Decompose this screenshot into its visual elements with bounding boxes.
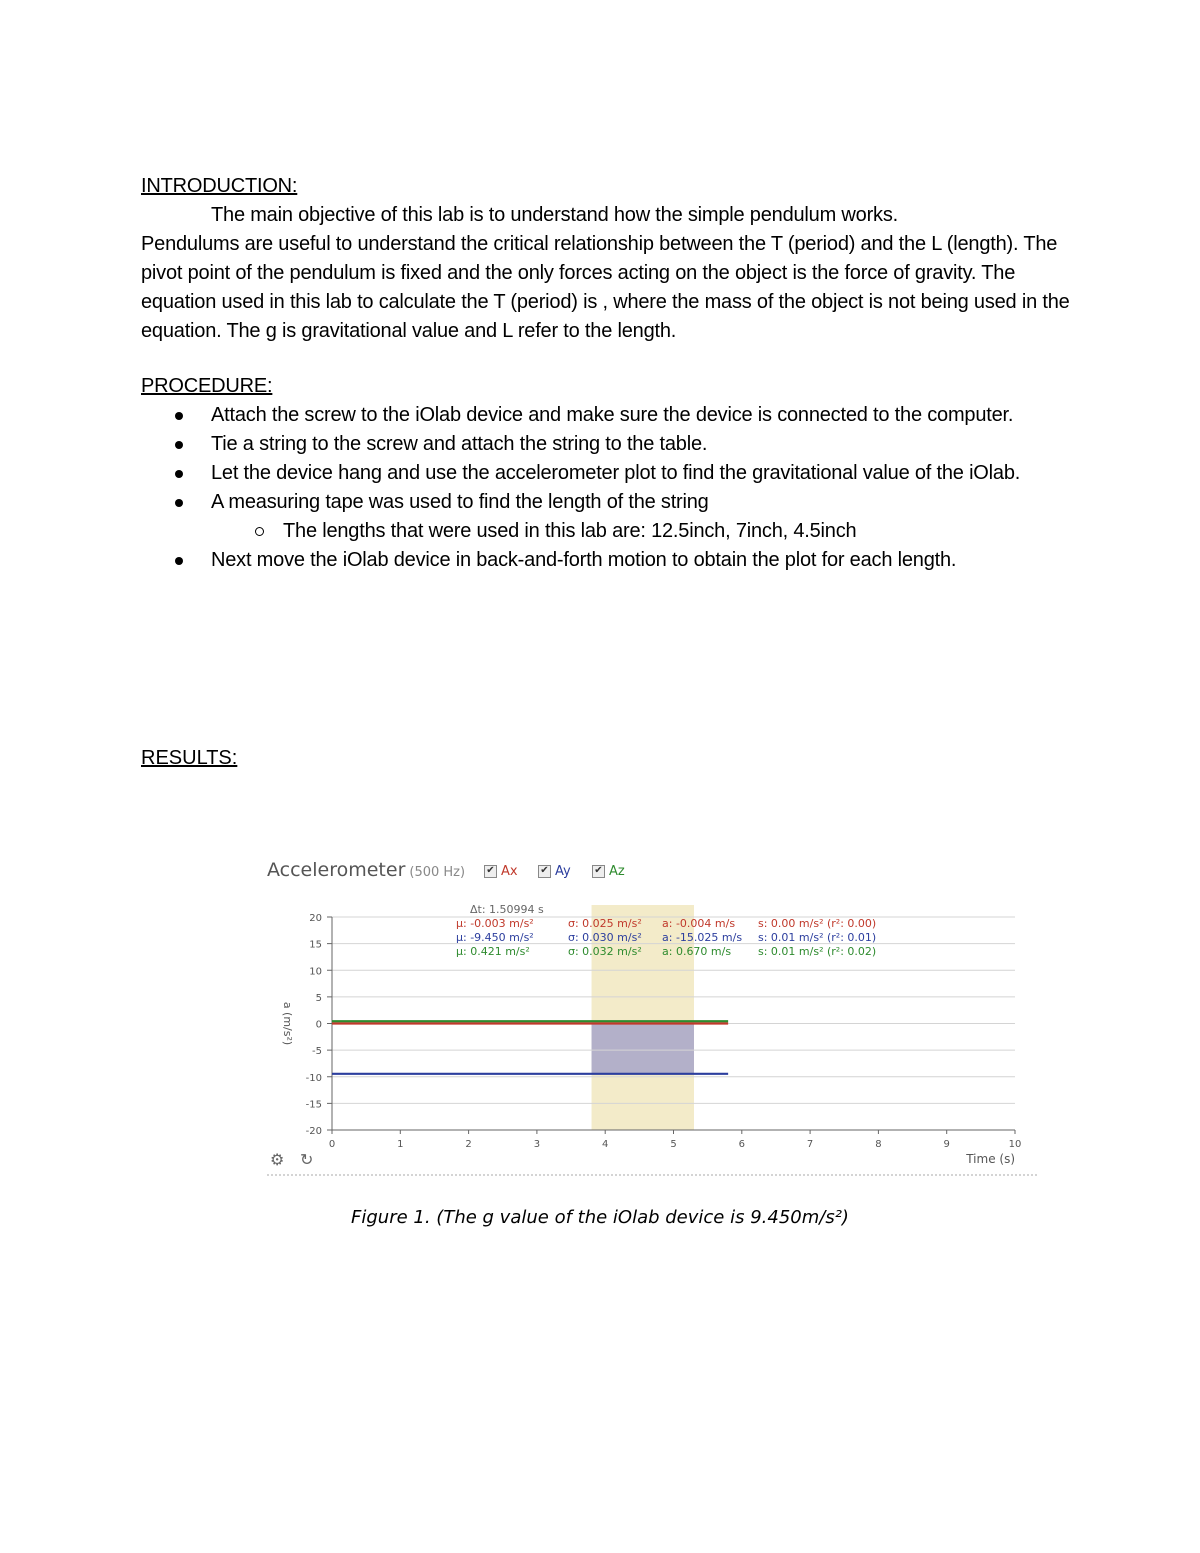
x-tick-label: 2 bbox=[465, 1139, 472, 1150]
y-tick-label: -15 bbox=[305, 1099, 322, 1111]
checkbox-icon[interactable]: ✔ bbox=[592, 865, 605, 878]
delta-t-label: Δt: 1.50994 s bbox=[470, 903, 544, 916]
x-tick-label: 5 bbox=[670, 1139, 677, 1150]
stat-label: s: 0.00 m/s² (r²: 0.00) bbox=[758, 917, 877, 930]
stat-label: a: -15.025 m/s bbox=[662, 931, 743, 944]
stat-label: µ: 0.421 m/s² bbox=[456, 945, 530, 958]
stat-label: a: 0.670 m/s bbox=[662, 945, 732, 958]
y-tick-label: -5 bbox=[312, 1046, 322, 1058]
list-item: Tie a string to the screw and attach the string to the table. bbox=[141, 430, 1071, 459]
stat-label: σ: 0.032 m/s² bbox=[568, 945, 642, 958]
y-axis-label: a (m/s²) bbox=[281, 1001, 294, 1046]
circle-bullet-icon bbox=[255, 527, 264, 536]
gear-icon: ⚙ bbox=[270, 1150, 285, 1169]
sub-list-item: The lengths that were used in this lab are: 12.5inch, 7inch, 4.5inch bbox=[211, 517, 1071, 546]
introduction-paragraph bbox=[141, 201, 1071, 346]
x-axis-label: Time (s) bbox=[966, 1152, 1015, 1166]
intro-rest: Pendulums are useful to understand the critical relationship between the T (period) and the L (length). The pivot point of the pendulum is fixed and the only forces acting on the object is the force of gravity. The equation used in this lab to calculate the T (period) is , where the mass of the object is not being used in the equation. The g is gravitational value and L refer to the length. bbox=[141, 233, 1070, 342]
list-item: Attach the screw to the iOlab device and make sure the device is connected to the computer. bbox=[141, 401, 1071, 430]
x-tick-label: 3 bbox=[533, 1139, 541, 1150]
plot-area[interactable] bbox=[262, 855, 1042, 1180]
stat-label: µ: -9.450 m/s² bbox=[456, 931, 534, 944]
list-item: Let the device hang and use the accelerometer plot to find the gravitational value of the iOlab. bbox=[141, 459, 1071, 488]
sub-list bbox=[211, 517, 1071, 546]
bullet-icon bbox=[175, 557, 183, 565]
y-tick-label: 0 bbox=[315, 1019, 322, 1031]
bullet-icon bbox=[175, 441, 183, 449]
stat-label: s: 0.01 m/s² (r²: 0.02) bbox=[758, 945, 877, 958]
stat-label: a: -0.004 m/s bbox=[662, 917, 736, 930]
figure-caption: Figure 1. (The g value of the iOlab device is 9.450m/s²) bbox=[351, 1207, 849, 1228]
legend-ax[interactable]: ✔ Ax bbox=[484, 864, 518, 879]
y-tick-label: 20 bbox=[309, 913, 322, 924]
x-tick-label: 0 bbox=[328, 1139, 336, 1150]
list-item: A measuring tape was used to find the length of the string The lengths that were used in this lab are: 12.5inch, 7inch, 4.5inch bbox=[141, 488, 1071, 546]
x-tick-label: 7 bbox=[806, 1139, 814, 1150]
x-tick-label: 9 bbox=[943, 1139, 950, 1150]
checkbox-icon[interactable]: ✔ bbox=[538, 865, 551, 878]
intro-first-line: The main objective of this lab is to understand how the simple pendulum works. bbox=[211, 204, 898, 226]
chart-title: Accelerometer (500 Hz) bbox=[267, 859, 466, 881]
checkbox-icon[interactable]: ✔ bbox=[484, 865, 497, 878]
stat-label: s: 0.01 m/s² (r²: 0.01) bbox=[758, 931, 877, 944]
procedure-heading: PROCEDURE: bbox=[141, 375, 273, 397]
refresh-icon: ↻ bbox=[300, 1150, 314, 1169]
stat-label: σ: 0.030 m/s² bbox=[568, 931, 642, 944]
stat-label: µ: -0.003 m/s² bbox=[456, 917, 534, 930]
sample-rate: (500 Hz) bbox=[409, 865, 466, 880]
x-tick-label: 1 bbox=[397, 1139, 404, 1150]
x-tick-label: 10 bbox=[1008, 1139, 1022, 1150]
list-item: Next move the iOlab device in back-and-forth motion to obtain the plot for each length. bbox=[141, 546, 1071, 575]
legend-ay[interactable]: ✔ Ay bbox=[538, 864, 571, 879]
y-tick-label: -10 bbox=[305, 1072, 322, 1084]
stat-label: σ: 0.025 m/s² bbox=[568, 917, 642, 930]
y-tick-label: 10 bbox=[309, 966, 322, 978]
selection-integral-area bbox=[592, 1024, 694, 1074]
x-tick-label: 8 bbox=[875, 1139, 882, 1150]
results-heading: RESULTS: bbox=[141, 747, 238, 769]
y-tick-label: 15 bbox=[309, 939, 322, 951]
document-body bbox=[141, 172, 1071, 575]
legend-az[interactable]: ✔ Az bbox=[592, 864, 625, 879]
bullet-icon bbox=[175, 499, 183, 507]
introduction-heading: INTRODUCTION: bbox=[141, 175, 298, 197]
procedure-list bbox=[141, 401, 1071, 575]
y-tick-label: 5 bbox=[315, 992, 322, 1004]
bullet-icon bbox=[175, 470, 183, 478]
y-tick-label: -20 bbox=[305, 1126, 322, 1137]
x-tick-label: 4 bbox=[602, 1139, 609, 1150]
bullet-icon bbox=[175, 412, 183, 420]
x-tick-label: 6 bbox=[738, 1139, 745, 1150]
accelerometer-chart bbox=[262, 855, 1042, 1180]
